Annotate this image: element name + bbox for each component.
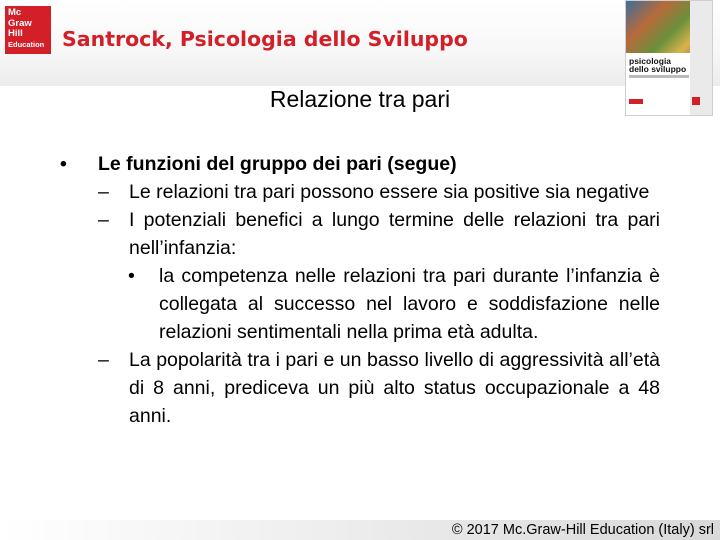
bullet-marker: • <box>128 265 135 287</box>
slide-title: Relazione tra pari <box>269 86 451 112</box>
mcgraw-hill-logo <box>5 6 51 54</box>
logo-line: Hill <box>8 28 23 39</box>
copyright-notice: © 2017 Mc.Graw-Hill Education (Italy) srl <box>451 522 714 538</box>
bullet-list <box>60 150 660 430</box>
bullet-marker: – <box>98 181 109 203</box>
bullet-item <box>60 346 660 430</box>
logo-line: Mc <box>8 7 22 18</box>
bullet-item <box>60 206 660 262</box>
logo-line: Education <box>8 39 45 49</box>
bullet-item <box>60 150 660 178</box>
bullet-marker: • <box>60 153 67 175</box>
bullet-item <box>60 178 660 206</box>
bullet-text: Le funzioni del gruppo dei pari (segue) <box>98 153 457 175</box>
header-title: Santrock, Psicologia dello Sviluppo <box>62 27 468 51</box>
bullet-text: la competenza nelle relazioni tra pari durante l’infanzia è collegata al successo nel lavoro e soddisfazione nelle relazioni sentimentali nella prima età adulta. <box>159 265 660 343</box>
footer-bar <box>0 520 720 540</box>
bullet-text: I potenziali benefici a lungo termine delle relazioni tra pari nell’infanzia: <box>129 209 660 259</box>
cover-title-line: psicologia <box>629 56 672 66</box>
bullet-item <box>60 262 660 346</box>
logo-line: Graw <box>8 17 32 29</box>
bullet-marker: – <box>98 209 109 231</box>
bullet-marker: – <box>98 349 109 371</box>
cover-title <box>629 57 691 73</box>
cover-subtitle-bar <box>629 75 689 78</box>
bullet-text: La popolarità tra i pari e un basso livello di aggressività all’età di 8 anni, prediceva un più alto status occupazionale a 48 anni. <box>129 349 660 427</box>
cover-title-line: dello sviluppo <box>629 64 687 74</box>
bullet-text: Le relazioni tra pari possono essere sia positive sia negative <box>129 181 650 203</box>
